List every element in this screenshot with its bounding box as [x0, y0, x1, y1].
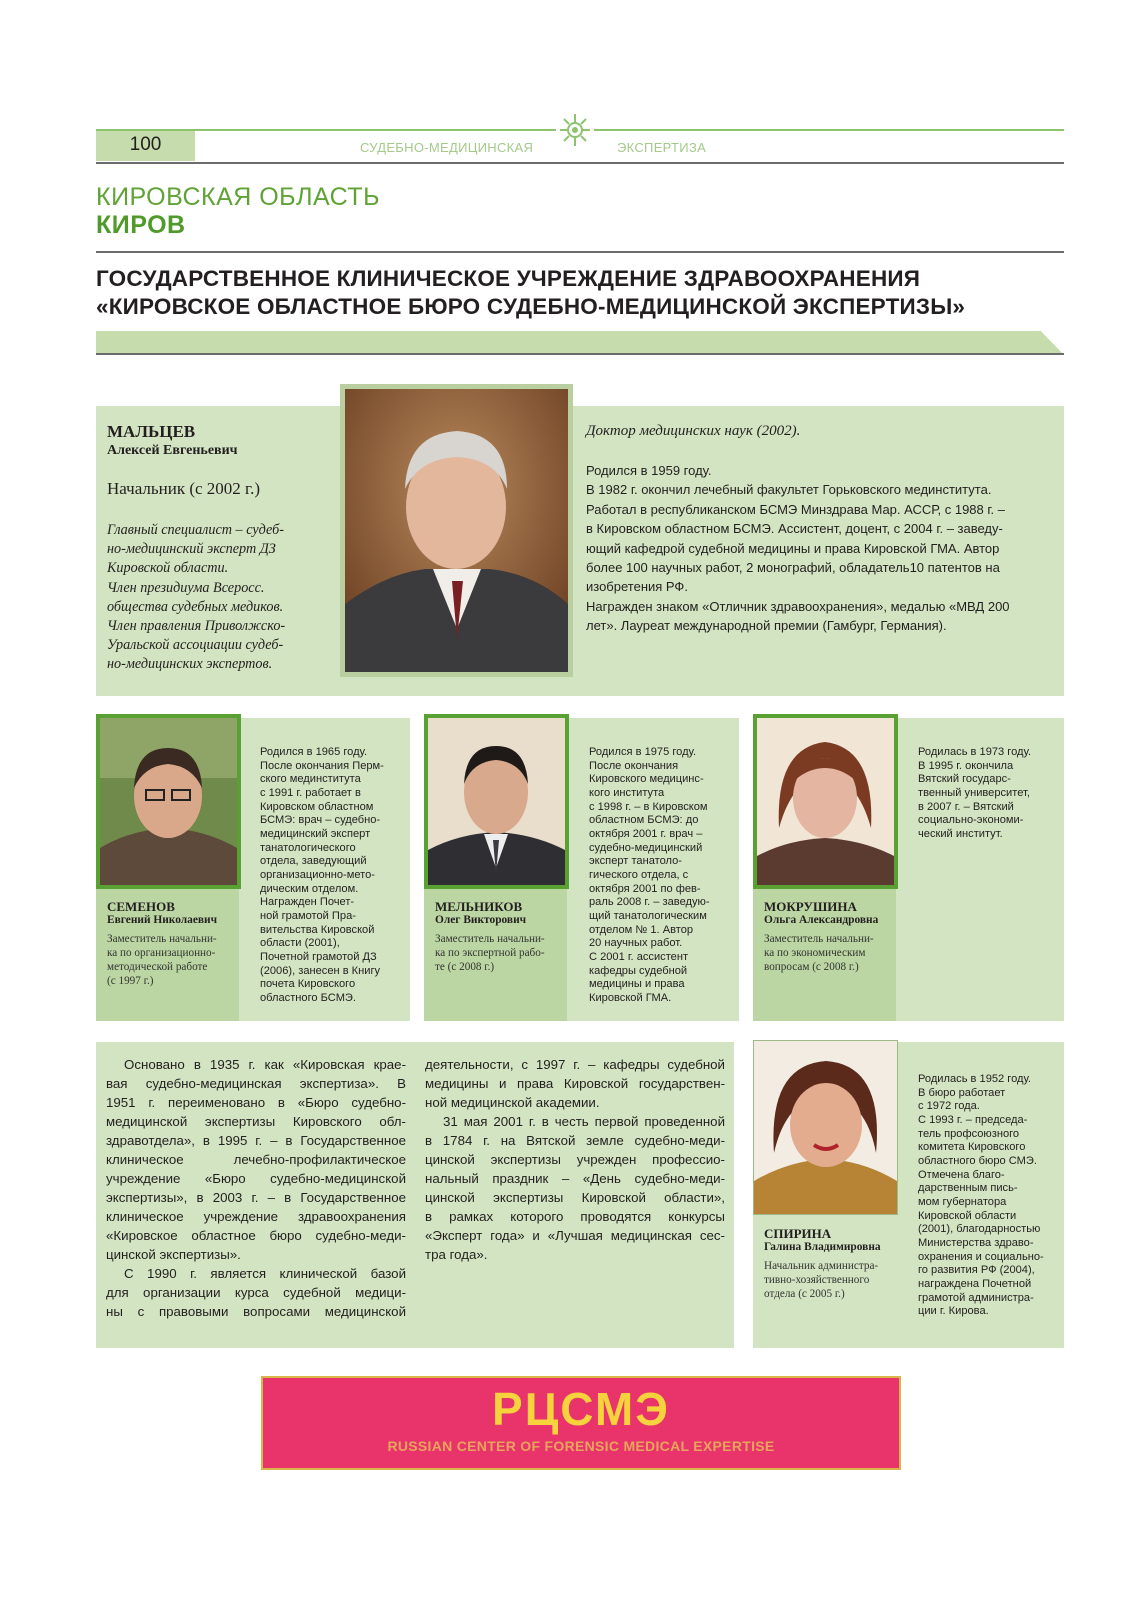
staff-bio: Родилась в 1973 году. В 1995 г. окончила Вятский государс- твенный университет, в 2007 г. – Вятский социально-экономи- ческий институт.: [918, 746, 1032, 840]
logo-title: РЦСМЭ: [492, 1383, 670, 1435]
staff-surname: МЕЛЬНИКОВ: [435, 899, 523, 914]
staff-name: Евгений Николаевич: [107, 914, 218, 926]
staff-name: Галина Владимировна: [764, 1241, 881, 1253]
staff-position: Заместитель начальни- ка по организационно- методической работе (с 1997 г.): [107, 933, 217, 987]
head-surname: МАЛЬЦЕВ: [107, 422, 196, 441]
title-line-2: «КИРОВСКОЕ ОБЛАСТНОЕ БЮРО СУДЕБНО-МЕДИЦИНСКОЙ ЭКСПЕРТИЗЫ»: [96, 294, 966, 319]
staff-photo-mokrushina: [753, 714, 898, 889]
page-title: [96, 265, 1066, 321]
staff-bio: Родилась в 1952 году. В бюро работает с 1972 года. С 1993 г. – председа- тель профсоюзного комитета Кировского областного бюро СМЭ. Отмечена благо- дарственным пись- мом губернатора Кировской области (2001), благодарностью Министерства здраво- охранения и социально- го развития РФ (2004), награждена Почетной грамотой администра- ции г. Кирова.: [918, 1073, 1044, 1318]
header-section-right: ЭКСПЕРТИЗА: [617, 140, 707, 155]
staff-position: Начальник администра- тивно-хозяйственного отдела (с 2005 г.): [764, 1260, 879, 1300]
head-photo: [340, 384, 573, 677]
staff-surname: СЕМЕНОВ: [107, 899, 175, 914]
logo-subtitle: RUSSIAN CENTER OF FORENSIC MEDICAL EXPERTISE: [387, 1438, 775, 1454]
staff-surname: МОКРУШИНА: [764, 899, 857, 914]
staff-bio: Родился в 1975 году. После окончания Кировского медицинс- кого института с 1998 г. – в Кировском областном БСМЭ: до октября 2001 г. врач – судебно-медицинский эксперт танатоло- гического отдела, с октября 2001 по фев- раль 2008 г. – заведую- щий танатологическим отделом № 1. Автор 20 научных работ. С 2001 г. ассистент кафедры судебной медицины и права Кировской ГМА.: [589, 746, 710, 1004]
head-name: Алексей Евгеньевич: [107, 443, 238, 458]
title-top-rule: [96, 251, 1064, 253]
staff-photo-melnikov: [424, 714, 569, 889]
history-column-1: Основано в 1935 г. как «Кировская крае- вая судебно-медицинская экспертиза». В 1951 г. переименовано в «Бюро судебно- медицинской экспертизы Кировского обл- здравотдела», в 1995 г. – в Государственное клиническое лечебно-профилактическое учреждение «Бюро судебно-медицинской экспертизы», в 2003 г. – в Государственное клиническое учреждение здравоохранения «Кировское областное бюро судебно-меди- цинской экспертизы». С 1990 г. является клинической базой для организации курса судебной медици- ны с правовыми вопросами медицинской: [106, 1057, 406, 1319]
head-degree: Доктор медицинских наук (2002).: [586, 423, 801, 439]
staff-bio: Родился в 1965 году. После окончания Перм- ского мединститута с 1991 г. работает в Кировском областном БСМЭ: врач – судебно- медицинский эксперт танатологического отдела, заведующий организационно-мето- дическим отделом. Награжден Почет- ной грамотой Пра- вительства Кировской области (2001), Почетной грамотой ДЗ (2006), занесен в Книгу почета Кировского областного БСМЭ.: [260, 746, 384, 1004]
title-line-1: ГОСУДАРСТВЕННОЕ КЛИНИЧЕСКОЕ УЧРЕЖДЕНИЕ ЗДРАВООХРАНЕНИЯ: [96, 266, 921, 291]
staff-name: Ольга Александровна: [764, 914, 879, 926]
page-number: 100: [129, 134, 162, 155]
title-decor-bar: [96, 331, 1064, 355]
rcsme-logo: [261, 1376, 901, 1470]
staff-name: Олег Викторович: [435, 914, 527, 926]
emblem-icon: [556, 110, 594, 150]
staff-photo-semenov: [96, 714, 241, 889]
head-roles: Главный специалист – судеб- но-медицинский эксперт ДЗ Кировской области. Член президиума Всеросс. общества судебных медиков. Член правления Приволжско- Уральской ассоциации судеб- но-медицинских экспертов.: [107, 522, 286, 673]
history-column-2: деятельности, с 1997 г. – кафедры судебной медицины и права Кировской государствен- ной медицинской академии. 31 мая 2001 г. в честь первой проведенной в 1784 г. на Вятской земле судебно-меди- цинской экспертизы учрежден профессио- нальный праздник – «День судебно-меди- цинской экспертизы Кировской области», в рамках которого проводятся конкурсы «Эксперт года» и «Лучшая медицинская сес- тра года».: [425, 1057, 725, 1262]
header-section-left: СУДЕБНО-МЕДИЦИНСКАЯ: [360, 140, 534, 155]
region-name: КИРОВСКАЯ ОБЛАСТЬ: [96, 183, 381, 211]
head-position: Начальник (с 2002 г.): [107, 479, 260, 498]
staff-surname: СПИРИНА: [764, 1226, 832, 1241]
staff-photo-spirina: [753, 1040, 898, 1215]
head-bio: Родился в 1959 году. В 1982 г. окончил лечебный факультет Горьковского мединститута. Работал в республиканском БСМЭ Минздрава Мар. АССР, с 1988 г. – в Кировском областном БСМЭ. Ассистент, доцент, с 2004 г. – заведу- ющий кафедрой судебной медицины и права Кировской ГМА. Автор более 100 научных работ, 2 монографий, обладатель10 патентов на изобретения РФ. Награжден знаком «Отличник здравоохранения», медалью «МВД 200 лет». Лауреат международной премии (Гамбург, Германия).: [586, 463, 1010, 634]
staff-position: Заместитель начальни- ка по экспертной рабо- те (с 2008 г.): [435, 933, 545, 973]
city-name: КИРОВ: [96, 211, 186, 239]
title-bottom-rule: [96, 353, 1064, 355]
header-bottom-line: [96, 162, 1064, 164]
staff-position: Заместитель начальни- ка по экономическим вопросам (с 2008 г.): [764, 933, 874, 973]
